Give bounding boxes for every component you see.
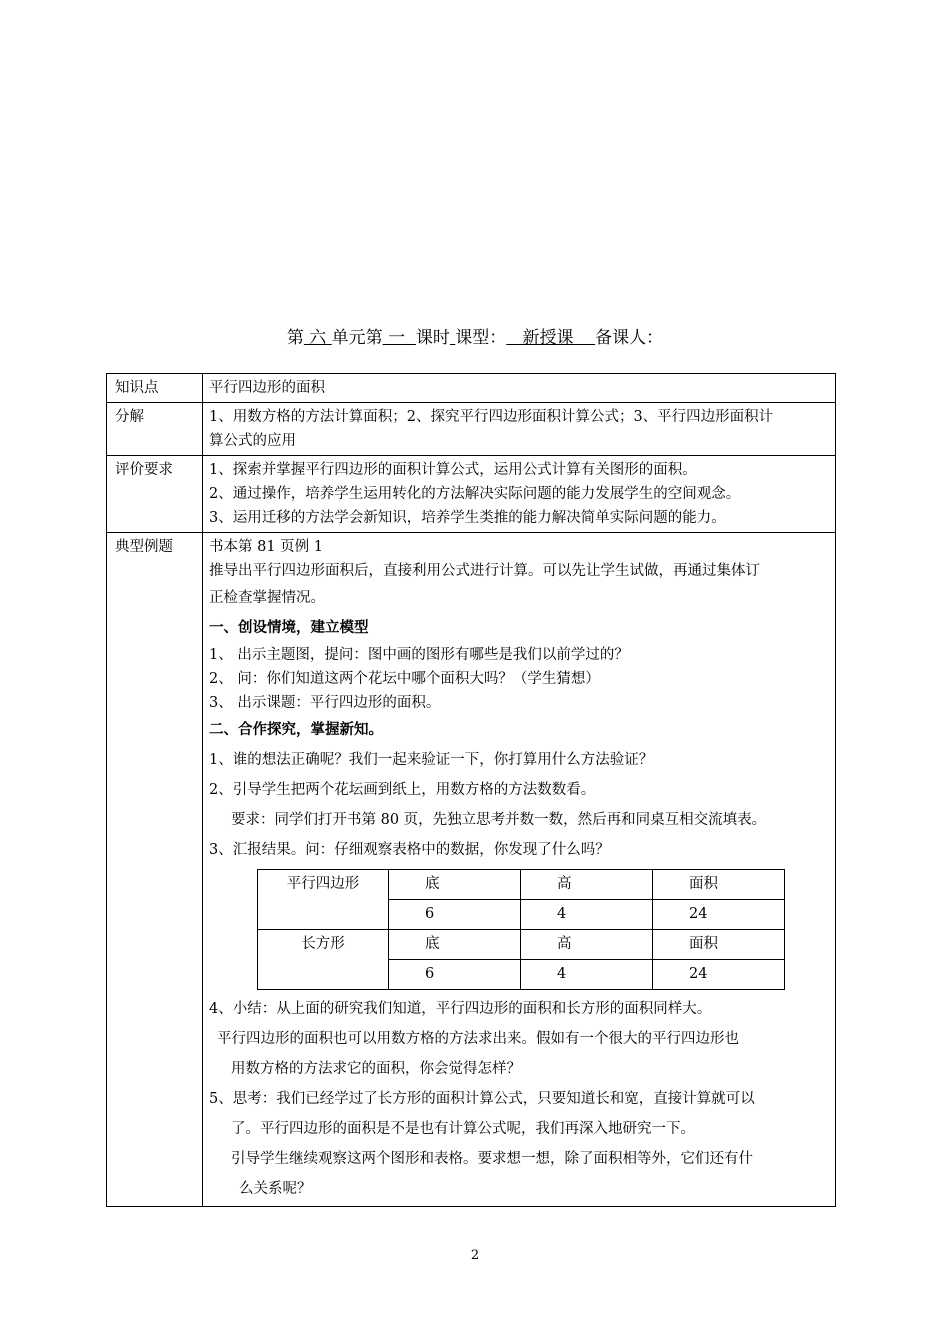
example-line: 5、思考：我们已经学过了长方形的面积计算公式，只要知道长和宽，直接计算就可以	[209, 1091, 755, 1107]
header-base: 底	[389, 870, 521, 900]
evaluation-item: 2、通过操作，培养学生运用转化的方法解决实际问题的能力发展学生的空间观念。	[209, 486, 741, 502]
evaluation-item: 3、运用迁移的方法学会新知识，培养学生类推的能力解决简单实际问题的能力。	[209, 510, 726, 526]
label-knowledge: 知识点	[107, 374, 203, 403]
heading-text: 课时	[415, 328, 450, 348]
breakdown-line: 1、用数方格的方法计算面积；2、探究平行四边形面积计算公式；3、平行四边形面积计	[209, 409, 774, 425]
label-example: 典型例题	[107, 533, 203, 1207]
heading-text: 第	[286, 328, 304, 348]
breakdown-cell	[203, 403, 836, 456]
example-line: 4、小结：从上面的研究我们知道，平行四边形的面积和长方形的面积同样大。	[209, 1001, 712, 1017]
header-area: 面积	[653, 870, 785, 900]
shape-name-rectangle: 长方形	[258, 930, 389, 990]
value-height: 4	[521, 960, 653, 990]
example-line: 引导学生继续观察这两个图形和表格。要求想一想，除了面积相等外，它们还有什	[231, 1151, 753, 1167]
example-line: 书本第 81 页例 1	[209, 539, 324, 555]
breakdown-line: 算公式的应用	[209, 433, 296, 449]
example-line: 推导出平行四边形面积后，直接利用公式进行计算。可以先让学生试做，再通过集体订	[209, 563, 760, 579]
row-example	[107, 533, 836, 1207]
header-base: 底	[389, 930, 521, 960]
section-heading: 一、创设情境，建立模型	[209, 619, 369, 636]
value-base: 6	[389, 900, 521, 930]
heading-text: 单元第	[331, 328, 383, 348]
lesson-plan-table	[106, 373, 836, 1207]
label-evaluation: 评价要求	[107, 456, 203, 533]
value-base: 6	[389, 960, 521, 990]
evaluation-item: 1、探索并掌握平行四边形的面积计算公式，运用公式计算有关图形的面积。	[209, 462, 697, 478]
lesson-type: 新授课	[522, 328, 574, 348]
example-line: 1、 出示主题图，提问：图中画的图形有哪些是我们以前学过的？	[209, 647, 629, 663]
row-evaluation	[107, 456, 836, 533]
value-area: 24	[653, 900, 785, 930]
value-area: 24	[653, 960, 785, 990]
example-line: 3、 出示课题：平行四边形的面积。	[209, 695, 441, 711]
example-line: 用数方格的方法求它的面积，你会觉得怎样？	[231, 1061, 521, 1077]
lesson-number: 一	[388, 328, 406, 348]
lesson-heading	[0, 326, 950, 350]
header-area: 面积	[653, 930, 785, 960]
example-line: 要求：同学们打开书第 80 页，先独立思考并数一数，然后再和同桌互相交流填表。	[231, 812, 767, 828]
heading-preparer: 备课人：	[595, 328, 664, 348]
shape-name-parallelogram: 平行四边形	[258, 870, 389, 930]
example-line: 1、谁的想法正确呢？我们一起来验证一下，你打算用什么方法验证？	[209, 752, 654, 768]
heading-text: 课型：	[455, 328, 507, 348]
example-line: 么关系呢？	[239, 1181, 312, 1197]
example-cell	[203, 533, 836, 1207]
header-height: 高	[521, 930, 653, 960]
table-row	[258, 930, 785, 960]
row-breakdown	[107, 403, 836, 456]
value-height: 4	[521, 900, 653, 930]
example-line: 了。平行四边形的面积是不是也有计算公式呢，我们再深入地研究一下。	[231, 1121, 695, 1137]
page-number: 2	[470, 1248, 480, 1263]
example-line: 正检查掌握情况。	[209, 590, 325, 606]
example-line: 2、引导学生把两个花坛画到纸上，用数方格的方法数数看。	[209, 782, 596, 798]
example-line: 平行四边形的面积也可以用数方格的方法求出来。假如有一个很大的平行四边形也	[217, 1031, 739, 1047]
example-line: 3、汇报结果。问：仔细观察表格中的数据，你发现了什么吗？	[209, 842, 610, 858]
data-table	[257, 869, 785, 990]
label-breakdown: 分解	[107, 403, 203, 456]
table-row	[258, 870, 785, 900]
section-heading: 二、合作探究，掌握新知。	[209, 721, 383, 738]
example-line: 2、 问：你们知道这两个花坛中哪个面积大吗？（学生猜想）	[209, 671, 600, 687]
header-height: 高	[521, 870, 653, 900]
row-knowledge	[107, 374, 836, 403]
evaluation-cell	[203, 456, 836, 533]
unit-number: 六	[309, 328, 327, 348]
knowledge-text: 平行四边形的面积	[203, 374, 836, 403]
